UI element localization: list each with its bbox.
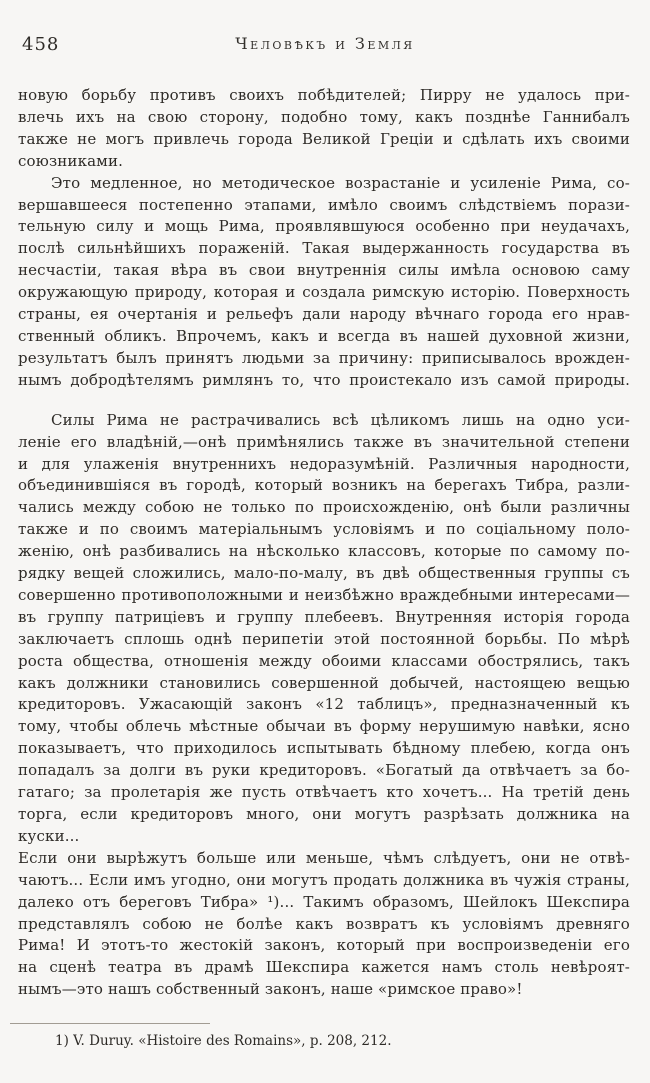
text-line: торга, если кредиторовъ много, они могутъ разрѣзать должника на куски... bbox=[18, 805, 630, 845]
text-line: ственный обликъ. Впрочемъ, какъ и всегда въ нашей духовной жизни, bbox=[18, 326, 630, 345]
text-line: Рима! И этотъ-то жестокій законъ, который при воспроизведеніи его bbox=[18, 936, 630, 955]
text-line: несчастіи, такая вѣра въ свои внутреннія силы имѣла основою саму bbox=[18, 261, 630, 280]
text-line: страны, ея очертанія и рельефъ дали народу вѣчнаго города его нрав- bbox=[18, 305, 630, 324]
text-line: далеко отъ береговъ Тибра» ¹)... Такимъ образомъ, Шейлокъ Шекспира bbox=[18, 892, 630, 911]
text-line: гатаго; за пролетарія же пусть отвѣчаетъ кто хочетъ... На третій день bbox=[18, 783, 630, 802]
text-line: союзниками. bbox=[18, 151, 124, 170]
footnote-citation: 1) V. Duruy. «Histoire des Romains», p. 208, 212. bbox=[55, 1033, 392, 1050]
text-line: совершенно противоположными и неизбѣжно враждебными интересами— bbox=[18, 585, 630, 604]
text-line: и для улаженія внутреннихъ недоразумѣній. Различныя народности, bbox=[18, 454, 630, 473]
text-line: попадалъ за долги въ руки кредиторовъ. «Богатый да отвѣчаетъ за бо- bbox=[18, 761, 630, 780]
text-line: чались между собою не только по происхожденію, онѣ были различны bbox=[18, 498, 630, 517]
text-line: въ группу патриціевъ и группу плебеевъ. Внутренняя исторія города bbox=[18, 607, 630, 626]
text-line: также и по своимъ матеріальнымъ условіямъ и по соціальному поло- bbox=[18, 520, 630, 539]
text-line: окружающую природу, которая и создала римскую исторію. Поверхность bbox=[18, 283, 630, 302]
text-line: Силы Рима не растрачивались всѣ цѣликомъ лишь на одно уси- bbox=[51, 410, 630, 429]
text-line: послѣ сильнѣйшихъ пораженій. Такая выдержанность государства въ bbox=[18, 239, 630, 258]
text-line: чаютъ... Если имъ угодно, они могутъ продать должника въ чужія страны, bbox=[18, 870, 630, 889]
text-line: Это медленное, но методическое возрастаніе и усиленіе Рима, со- bbox=[51, 173, 630, 192]
text-line: объединившіяся въ городѣ, который возникъ на берегахъ Тибра, разли- bbox=[18, 476, 630, 495]
text-line: Если они вырѣжутъ больше или меньше, чѣмъ слѣдуетъ, они не отвѣ- bbox=[18, 848, 630, 867]
text-line: показываетъ, что приходилось испытывать бѣдному плебею, когда онъ bbox=[18, 739, 630, 758]
page-header-title: Человѣкъ и Земля bbox=[235, 34, 415, 53]
text-line: результатъ былъ принятъ людьми за причину: приписывалось врожден- bbox=[18, 348, 630, 367]
text-line: женію, онѣ разбивались на нѣсколько классовъ, которые по самому по- bbox=[18, 542, 630, 561]
text-line: на сценѣ театра въ драмѣ Шекспира кажется намъ столь невѣроят- bbox=[18, 958, 630, 977]
text-line: тому, чтобы облечь мѣстные обычаи въ форму нерушимую навѣки, ясно bbox=[18, 717, 630, 736]
paragraph bbox=[18, 173, 630, 392]
page-number: 458 bbox=[22, 34, 60, 55]
paragraph bbox=[18, 85, 630, 173]
paragraph bbox=[18, 410, 630, 1001]
text-line: заключаетъ сплошь однѣ перипетіи этой постоянной борьбы. По мѣрѣ bbox=[18, 629, 630, 648]
text-line: влечь ихъ на свою сторону, подобно тому, какъ позднѣе Ганнибалъ bbox=[18, 107, 630, 126]
text-line: роста общества, отношенія между обоими классами обострялись, такъ bbox=[18, 651, 630, 670]
text-line: леніе его владѣній,—онѣ примѣнялись также въ значительной степени bbox=[18, 432, 630, 451]
footnote-separator bbox=[10, 1023, 210, 1024]
text-line: также не могъ привлечь города Великой Греціи и сдѣлать ихъ своими bbox=[18, 129, 630, 148]
text-line: рядку вещей сложились, мало-по-малу, въ двѣ общественныя группы съ bbox=[18, 564, 630, 583]
text-line: вершавшееся постепенно этапами, имѣло своимъ слѣдствіемъ порази- bbox=[18, 195, 630, 214]
running-head bbox=[0, 0, 650, 58]
body-text bbox=[18, 85, 630, 1001]
text-line: какъ должники становились совершенной добычей, настоящею вещью bbox=[18, 673, 630, 692]
text-line: нымъ добродѣтелямъ римлянъ то, что проистекало изъ самой природы. bbox=[18, 370, 630, 389]
text-line: тельную силу и мощь Рима, проявлявшуюся особенно при неудачахъ, bbox=[18, 217, 630, 236]
text-line: нымъ—это нашъ собственный законъ, наше «римское право»! bbox=[18, 980, 523, 999]
text-line: представлялъ собою не болѣе какъ возвратъ къ условіямъ древняго bbox=[18, 914, 630, 933]
text-line: новую борьбу противъ своихъ побѣдителей; Пирру не удалось при- bbox=[18, 86, 630, 104]
text-line: кредиторовъ. Ужасающій законъ «12 таблицъ», предназначенный къ bbox=[18, 695, 630, 714]
